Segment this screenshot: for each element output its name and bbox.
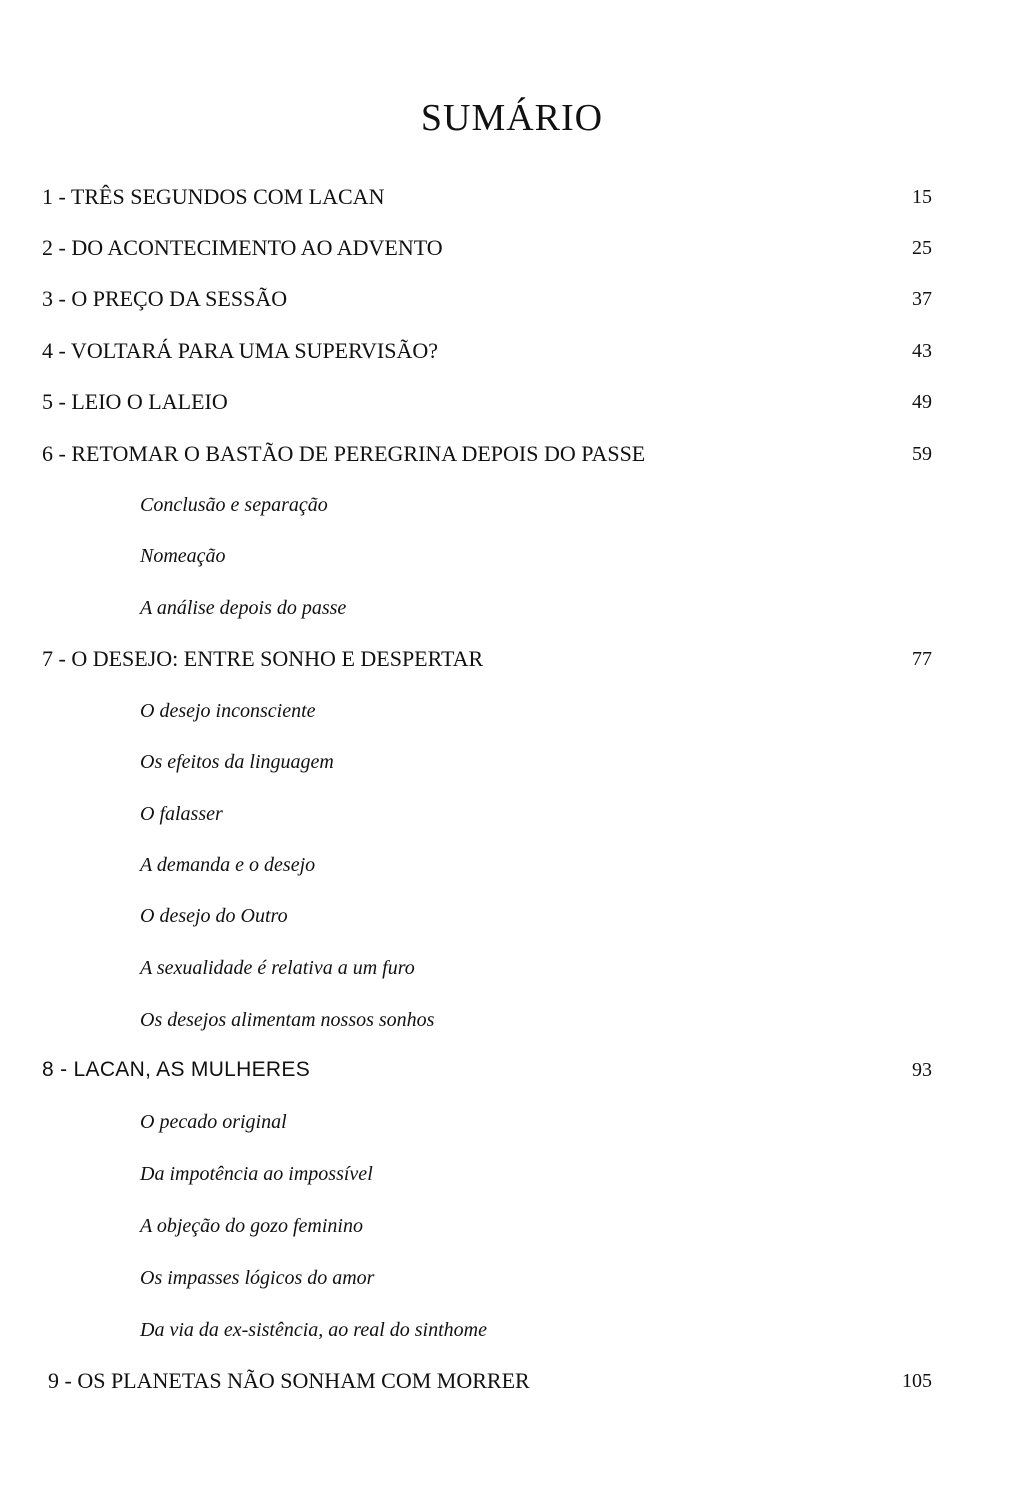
chapter-title: 2 - DO ACONTECIMENTO AO ADVENTO [42,235,443,260]
toc-section [42,694,932,728]
section-title: O falasser [140,803,223,825]
toc-section [42,539,932,573]
page-number: 77 [912,648,932,670]
toc-section [42,1261,932,1295]
page-number: 37 [912,288,932,310]
section-title: A objeção do gozo feminino [140,1215,363,1237]
chapter-title: 5 - LEIO O LALEIO [42,389,228,414]
toc-section [42,745,932,779]
section-title: O pecado original [140,1111,287,1133]
toc-section [42,1003,932,1037]
section-title: O desejo do Outro [140,905,288,927]
toc-section [42,899,932,933]
toc-chapter-8 [42,1053,932,1087]
page-number: 49 [912,391,932,413]
toc-chapter-2 [42,231,932,265]
section-title: Da via da ex-sistência, ao real do sinthome [140,1319,487,1341]
section-title: A demanda e o desejo [140,854,316,876]
chapter-title: 9 - OS PLANETAS NÃO SONHAM COM MORRER [48,1368,530,1393]
section-title: A análise depois do passe [140,597,347,619]
toc-chapter-5 [42,385,932,419]
section-title: Nomeação [140,545,226,567]
toc-section [42,1313,932,1347]
toc-section [42,848,932,882]
section-title: Da impotência ao impossível [140,1163,373,1185]
chapter-title: 6 - RETOMAR O BASTÃO DE PEREGRINA DEPOIS DO PASSE [42,441,646,466]
toc-chapter-9 [48,1364,932,1398]
page-number: 43 [912,340,932,362]
chapter-title: 8 - LACAN, AS MULHERES [42,1058,311,1081]
chapter-title: 4 - VOLTARÁ PARA UMA SUPERVISÃO? [42,338,439,363]
toc-section [42,488,932,522]
page-number: 25 [912,237,932,259]
section-title: Conclusão e separação [140,494,328,516]
toc-chapter-6 [42,437,932,471]
section-title: A sexualidade é relativa a um furo [140,957,415,979]
toc-section [42,951,932,985]
toc-section [42,591,932,625]
chapter-title: 1 - TRÊS SEGUNDOS COM LACAN [42,184,385,209]
page-number: 15 [912,186,932,208]
toc-section [42,1157,932,1191]
chapter-title: 7 - O DESEJO: ENTRE SONHO E DESPERTAR [42,646,484,671]
page-title: SUMÁRIO [420,97,604,139]
toc-section [42,1209,932,1243]
toc-section [42,1105,932,1139]
chapter-title: 3 - O PREÇO DA SESSÃO [42,286,288,311]
section-title: Os desejos alimentam nossos sonhos [140,1009,435,1031]
toc-chapter-3 [42,282,932,316]
page-number: 93 [912,1059,932,1081]
section-title: Os impasses lógicos do amor [140,1267,375,1289]
page-number: 105 [902,1370,932,1392]
toc-section [42,797,932,831]
toc-chapter-4 [42,334,932,368]
section-title: O desejo inconsciente [140,700,316,722]
toc-chapter-7 [42,642,932,676]
section-title: Os efeitos da linguagem [140,751,334,773]
toc-chapter-1 [42,180,932,214]
page-number: 59 [912,443,932,465]
